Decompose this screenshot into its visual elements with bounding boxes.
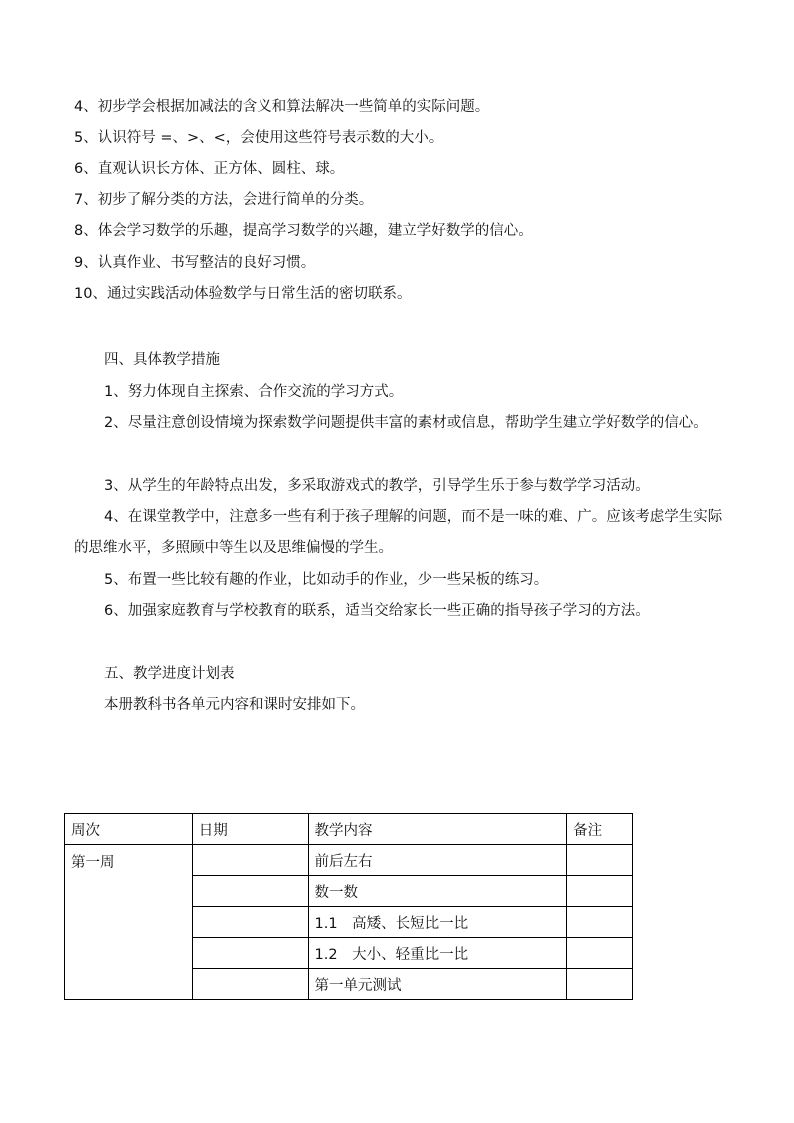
measure-item: 3、从学生的年龄特点出发，多采取游戏式的教学，引导学生乐于参与数学学习活动。 xyxy=(104,478,650,494)
content-cell: 1.2 大小、轻重比一比 xyxy=(308,938,567,969)
section-heading: 五、教学进度计划表 xyxy=(104,666,235,682)
goal-item: 6、直观认识长方体、正方体、圆柱、球。 xyxy=(74,161,345,177)
table-header-row xyxy=(65,814,633,845)
notes-cell xyxy=(567,845,633,876)
goal-item: 7、初步了解分类的方法，会进行简单的分类。 xyxy=(74,192,374,208)
header-week: 周次 xyxy=(65,814,193,845)
notes-cell xyxy=(567,938,633,969)
date-cell xyxy=(192,969,308,1000)
measure-item: 6、加强家庭教育与学校教育的联系，适当交给家长一些正确的指导孩子学习的方法。 xyxy=(104,603,650,619)
header-date: 日期 xyxy=(192,814,308,845)
notes-cell xyxy=(567,969,633,1000)
content-cell: 第一单元测试 xyxy=(308,969,567,1000)
measure-item: 1、努力体现自主探索、合作交流的学习方式。 xyxy=(104,384,404,400)
goal-item: 10、通过实践活动体验数学与日常生活的密切联系。 xyxy=(74,286,412,302)
date-cell xyxy=(192,845,308,876)
section-heading: 四、具体教学措施 xyxy=(104,352,220,368)
goal-item: 5、认识符号 =、>、<，会使用这些符号表示数的大小。 xyxy=(74,130,444,146)
measure-item: 2、尽量注意创设情境为探索数学问题提供丰富的素材或信息，帮助学生建立学好数学的信心。 xyxy=(104,415,708,431)
measure-item: 5、布置一些比较有趣的作业，比如动手的作业，少一些呆板的练习。 xyxy=(104,572,549,588)
measure-item: 4、在课堂教学中，注意多一些有利于孩子理解的问题，而不是一味的难、广。应该考虑学生实际的思维水平，多照顾中等生以及思维偏慢的学生。 xyxy=(74,509,723,556)
date-cell xyxy=(192,907,308,938)
goal-item: 8、体会学习数学的乐趣，提高学习数学的兴趣，建立学好数学的信心。 xyxy=(74,223,533,239)
goal-item: 4、初步学会根据加减法的含义和算法解决一些简单的实际问题。 xyxy=(74,99,490,115)
date-cell xyxy=(192,876,308,907)
section-intro: 本册教科书各单元内容和课时安排如下。 xyxy=(104,697,365,713)
table-row xyxy=(65,845,633,876)
goal-item: 9、认真作业、书写整洁的良好习惯。 xyxy=(74,255,316,271)
date-cell xyxy=(192,938,308,969)
header-notes: 备注 xyxy=(567,814,633,845)
content-cell: 前后左右 xyxy=(308,845,567,876)
notes-cell xyxy=(567,876,633,907)
notes-cell xyxy=(567,907,633,938)
content-cell: 数一数 xyxy=(308,876,567,907)
header-content: 教学内容 xyxy=(308,814,567,845)
schedule-table xyxy=(64,813,633,1000)
week-cell: 第一周 xyxy=(65,845,193,1000)
content-cell: 1.1 高矮、长短比一比 xyxy=(308,907,567,938)
